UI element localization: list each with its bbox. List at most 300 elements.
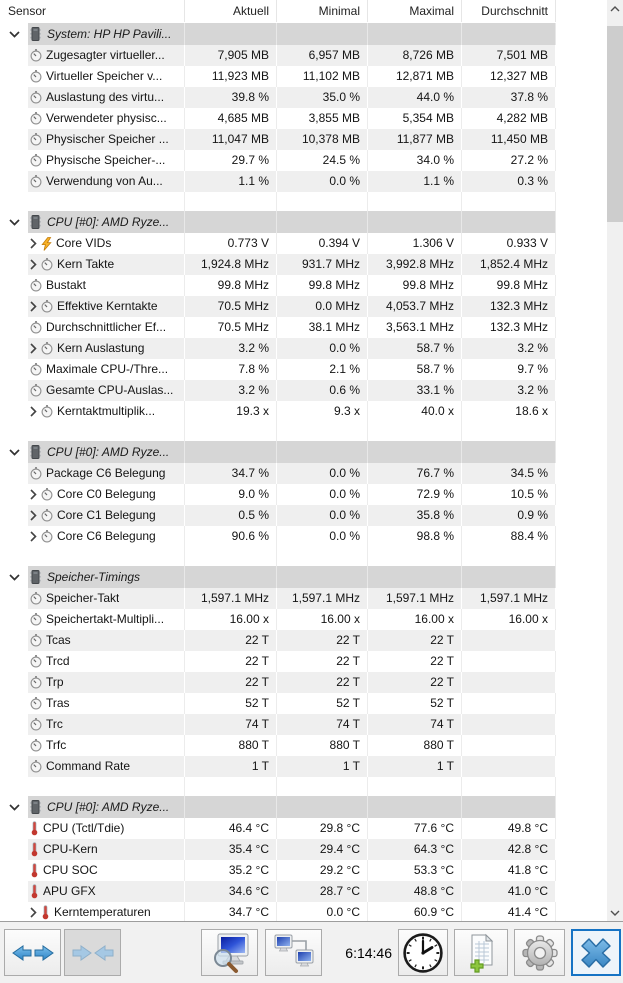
sensor-row[interactable] <box>0 171 556 192</box>
chip-icon <box>29 27 42 41</box>
sensor-label: APU GFX <box>43 884 96 898</box>
value-cell-minimal: 35.0 % <box>277 87 368 108</box>
column-header-sensor[interactable]: Sensor <box>0 0 185 22</box>
value-cell-maximal: 22 T <box>368 672 462 693</box>
sensor-name-cell <box>28 359 185 380</box>
sensor-row[interactable] <box>0 693 556 714</box>
value-cell-maximal: 77.6 °C <box>368 818 462 839</box>
sensor-label: Speicher-Takt <box>46 591 120 605</box>
value-cell-maximal: 1 T <box>368 756 462 777</box>
value-cell-maximal: 1.306 V <box>368 233 462 254</box>
value-cell-durchschnitt: 0.9 % <box>462 505 556 526</box>
sensor-name-cell <box>28 150 185 171</box>
sensor-name-cell <box>28 233 185 254</box>
value-cell-maximal: 35.8 % <box>368 505 462 526</box>
sensor-label: CPU-Kern <box>43 842 98 856</box>
sensor-name-cell <box>28 66 185 87</box>
value-cell-minimal: 29.4 °C <box>277 839 368 860</box>
value-cell-maximal: 60.9 °C <box>368 902 462 922</box>
sensor-label: Auslastung des virtu... <box>46 90 165 104</box>
sensor-group-row[interactable] <box>0 211 556 233</box>
value-cell-minimal: 6,957 MB <box>277 45 368 66</box>
chip-icon <box>29 570 42 584</box>
sensor-row[interactable] <box>0 756 556 777</box>
sensor-label: Verwendung von Au... <box>46 174 163 188</box>
chevron-right-icon[interactable] <box>30 343 37 354</box>
clock-button[interactable] <box>398 929 448 976</box>
vertical-scrollbar[interactable] <box>607 0 623 921</box>
group-cell <box>462 566 556 588</box>
scrollbar-thumb[interactable] <box>607 26 623 222</box>
sensor-label: Bustakt <box>46 278 87 292</box>
sensor-row[interactable] <box>0 588 556 609</box>
sensor-group-row[interactable] <box>0 796 556 818</box>
group-cell <box>185 23 277 45</box>
group-title: CPU [#0]: AMD Ryze... <box>47 800 170 814</box>
sensor-label: Tras <box>46 696 70 710</box>
sensor-name-cell <box>28 171 185 192</box>
section-gap <box>0 547 556 566</box>
chevron-right-icon[interactable] <box>30 406 37 417</box>
value-cell-maximal: 3,992.8 MHz <box>368 254 462 275</box>
system-summary-button[interactable] <box>201 929 258 976</box>
value-cell-maximal: 33.1 % <box>368 380 462 401</box>
sensor-row[interactable] <box>0 275 556 296</box>
value-cell-aktuell: 22 T <box>185 630 277 651</box>
thermometer-icon <box>30 821 39 836</box>
value-cell-maximal: 53.3 °C <box>368 860 462 881</box>
sensor-row[interactable] <box>0 672 556 693</box>
gauge-icon <box>41 509 53 522</box>
group-cell <box>277 23 368 45</box>
sensor-label: Core C6 Belegung <box>57 529 156 543</box>
value-cell-maximal: 48.8 °C <box>368 881 462 902</box>
value-cell-minimal: 1,597.1 MHz <box>277 588 368 609</box>
value-cell-durchschnitt <box>462 735 556 756</box>
group-cell <box>185 441 277 463</box>
chevron-right-icon[interactable] <box>30 510 37 521</box>
gauge-icon <box>30 718 42 731</box>
sensor-group-row[interactable] <box>0 441 556 463</box>
expand-arrows-icon <box>11 941 55 965</box>
value-cell-aktuell: 46.4 °C <box>185 818 277 839</box>
value-cell-durchschnitt: 18.6 x <box>462 401 556 422</box>
value-cell-maximal: 22 T <box>368 630 462 651</box>
value-cell-minimal: 0.0 % <box>277 171 368 192</box>
value-cell-aktuell: 70.5 MHz <box>185 317 277 338</box>
sensor-name-cell <box>28 630 185 651</box>
sensor-label: Kerntaktmultiplik... <box>57 404 156 418</box>
section-gap <box>0 192 556 211</box>
sensor-name-cell <box>28 317 185 338</box>
chevron-down-icon <box>9 804 20 811</box>
sensor-label: Trfc <box>46 738 67 752</box>
value-cell-durchschnitt: 88.4 % <box>462 526 556 547</box>
sensor-name-cell <box>28 526 185 547</box>
chevron-right-icon[interactable] <box>30 907 37 918</box>
value-cell-maximal: 4,053.7 MHz <box>368 296 462 317</box>
value-cell-minimal: 1 T <box>277 756 368 777</box>
group-cell <box>277 796 368 818</box>
value-cell-minimal: 0.394 V <box>277 233 368 254</box>
value-cell-aktuell: 74 T <box>185 714 277 735</box>
gauge-icon <box>41 300 53 313</box>
gauge-icon <box>30 467 42 480</box>
sensor-name-cell <box>28 129 185 150</box>
value-cell-durchschnitt <box>462 714 556 735</box>
sensor-label: Physischer Speicher ... <box>46 132 169 146</box>
gauge-icon <box>30 321 42 334</box>
sensor-name-cell <box>28 108 185 129</box>
value-cell-aktuell: 19.3 x <box>185 401 277 422</box>
bolt-icon <box>41 237 52 251</box>
sensor-row[interactable] <box>0 338 556 359</box>
sensor-name-cell <box>28 735 185 756</box>
sensor-row[interactable] <box>0 296 556 317</box>
value-cell-durchschnitt: 9.7 % <box>462 359 556 380</box>
value-cell-aktuell: 16.00 x <box>185 609 277 630</box>
gauge-icon <box>30 655 42 668</box>
value-cell-minimal: 28.7 °C <box>277 881 368 902</box>
sensor-row[interactable] <box>0 505 556 526</box>
remote-monitoring-button[interactable] <box>265 929 322 976</box>
sensor-row[interactable] <box>0 818 556 839</box>
value-cell-minimal: 22 T <box>277 672 368 693</box>
sensor-row[interactable] <box>0 254 556 275</box>
value-cell-aktuell: 35.2 °C <box>185 860 277 881</box>
value-cell-maximal: 11,877 MB <box>368 129 462 150</box>
group-cell <box>462 796 556 818</box>
value-cell-maximal: 3,563.1 MHz <box>368 317 462 338</box>
bottom-toolbar <box>0 922 623 983</box>
chevron-right-icon[interactable] <box>30 301 37 312</box>
group-title: System: HP HP Pavili... <box>47 27 172 41</box>
clock-icon <box>402 932 444 974</box>
collapse-arrows-icon <box>71 941 115 965</box>
sensor-label: Kerntemperaturen <box>54 905 151 919</box>
value-cell-durchschnitt <box>462 756 556 777</box>
sensor-name-cell <box>28 860 185 881</box>
sensor-label: Physische Speicher-... <box>46 153 166 167</box>
sensor-name-cell <box>28 756 185 777</box>
sensor-row[interactable] <box>0 484 556 505</box>
value-cell-durchschnitt: 41.4 °C <box>462 902 556 922</box>
sensor-row[interactable] <box>0 359 556 380</box>
gauge-icon <box>41 530 53 543</box>
gauge-icon <box>30 676 42 689</box>
sensor-label: Durchschnittlicher Ef... <box>46 320 167 334</box>
gauge-icon <box>30 154 42 167</box>
gauge-icon <box>30 634 42 647</box>
value-cell-durchschnitt: 7,501 MB <box>462 45 556 66</box>
gauge-icon <box>30 70 42 83</box>
group-cell <box>185 796 277 818</box>
sensor-name-cell <box>28 651 185 672</box>
value-cell-maximal: 52 T <box>368 693 462 714</box>
value-cell-minimal: 0.0 % <box>277 505 368 526</box>
value-cell-minimal: 0.0 % <box>277 526 368 547</box>
value-cell-minimal: 16.00 x <box>277 609 368 630</box>
gauge-icon <box>30 279 42 292</box>
sensor-row[interactable] <box>0 108 556 129</box>
group-cell <box>368 441 462 463</box>
sensor-group-row[interactable] <box>0 23 556 45</box>
value-cell-durchschnitt <box>462 693 556 714</box>
value-cell-durchschnitt: 0.933 V <box>462 233 556 254</box>
value-cell-minimal: 2.1 % <box>277 359 368 380</box>
value-cell-aktuell: 34.7 °C <box>185 902 277 922</box>
value-cell-aktuell: 70.5 MHz <box>185 296 277 317</box>
expand-columns-button[interactable] <box>4 929 61 976</box>
chevron-right-icon[interactable] <box>30 238 37 249</box>
gauge-icon <box>30 363 42 376</box>
sensor-name-cell <box>28 588 185 609</box>
chevron-down-icon <box>9 31 20 38</box>
sensor-name-cell <box>28 401 185 422</box>
value-cell-aktuell: 1.1 % <box>185 171 277 192</box>
value-cell-aktuell: 9.0 % <box>185 484 277 505</box>
group-title: CPU [#0]: AMD Ryze... <box>47 215 170 229</box>
sensor-row[interactable] <box>0 87 556 108</box>
column-header-aktuell[interactable]: Aktuell <box>185 0 277 22</box>
value-cell-minimal: 11,102 MB <box>277 66 368 87</box>
sensor-name-cell <box>28 609 185 630</box>
sensor-row[interactable] <box>0 630 556 651</box>
sensor-label: Tcas <box>46 633 71 647</box>
gauge-icon <box>30 112 42 125</box>
group-cell <box>277 441 368 463</box>
scroll-up-icon[interactable] <box>607 0 623 17</box>
value-cell-aktuell: 1,597.1 MHz <box>185 588 277 609</box>
sensor-name-cell <box>28 380 185 401</box>
value-cell-minimal: 9.3 x <box>277 401 368 422</box>
settings-button[interactable] <box>514 929 565 976</box>
sensor-label: Package C6 Belegung <box>46 466 166 480</box>
group-cell <box>368 796 462 818</box>
chevron-right-icon[interactable] <box>30 259 37 270</box>
gauge-icon <box>30 133 42 146</box>
gauge-icon <box>30 739 42 752</box>
value-cell-minimal: 22 T <box>277 630 368 651</box>
value-cell-durchschnitt: 3.2 % <box>462 380 556 401</box>
chip-icon <box>29 445 42 459</box>
sensor-row[interactable] <box>0 651 556 672</box>
sensor-row[interactable] <box>0 860 556 881</box>
value-cell-durchschnitt: 3.2 % <box>462 338 556 359</box>
sensor-row[interactable] <box>0 129 556 150</box>
value-cell-minimal: 10,378 MB <box>277 129 368 150</box>
value-cell-maximal: 5,354 MB <box>368 108 462 129</box>
sensor-name-cell <box>28 338 185 359</box>
sensor-label: Zugesagter virtueller... <box>46 48 165 62</box>
gauge-icon <box>30 175 42 188</box>
value-cell-minimal: 52 T <box>277 693 368 714</box>
group-cell <box>462 211 556 233</box>
group-cell <box>368 23 462 45</box>
value-cell-maximal: 44.0 % <box>368 87 462 108</box>
value-cell-durchschnitt: 12,327 MB <box>462 66 556 87</box>
sensor-label: CPU SOC <box>43 863 98 877</box>
chevron-right-icon[interactable] <box>30 489 37 500</box>
value-cell-aktuell: 7.8 % <box>185 359 277 380</box>
column-header-maximal[interactable]: Maximal <box>368 0 462 22</box>
value-cell-minimal: 880 T <box>277 735 368 756</box>
value-cell-maximal: 76.7 % <box>368 463 462 484</box>
sensor-label: Core VIDs <box>56 236 112 250</box>
group-cell <box>277 211 368 233</box>
sensor-row[interactable] <box>0 902 556 922</box>
sensor-row[interactable] <box>0 839 556 860</box>
gauge-icon <box>30 697 42 710</box>
sensor-label: Trc <box>46 717 63 731</box>
sensor-row[interactable] <box>0 714 556 735</box>
gauge-icon <box>30 613 42 626</box>
value-cell-durchschnitt: 34.5 % <box>462 463 556 484</box>
group-cell <box>185 566 277 588</box>
column-header-minimal[interactable]: Minimal <box>277 0 368 22</box>
value-cell-aktuell: 0.773 V <box>185 233 277 254</box>
section-gap <box>0 777 556 796</box>
value-cell-minimal: 29.2 °C <box>277 860 368 881</box>
value-cell-minimal: 0.0 % <box>277 484 368 505</box>
value-cell-minimal: 0.0 MHz <box>277 296 368 317</box>
value-cell-minimal: 0.0 % <box>277 338 368 359</box>
network-monitors-icon <box>273 933 315 973</box>
sensor-label: Kern Auslastung <box>57 341 145 355</box>
column-header-durchschnitt[interactable]: Durchschnitt <box>462 0 556 22</box>
group-cell <box>462 441 556 463</box>
sensor-row[interactable] <box>0 150 556 171</box>
sensor-name-cell <box>28 87 185 108</box>
sensor-name-cell <box>28 505 185 526</box>
sensor-row[interactable] <box>0 881 556 902</box>
section-gap <box>0 422 556 441</box>
value-cell-aktuell: 99.8 MHz <box>185 275 277 296</box>
value-cell-maximal: 74 T <box>368 714 462 735</box>
thermometer-icon <box>30 884 39 899</box>
sensor-group-row[interactable] <box>0 566 556 588</box>
value-cell-aktuell: 11,923 MB <box>185 66 277 87</box>
value-cell-durchschnitt: 132.3 MHz <box>462 296 556 317</box>
group-title: CPU [#0]: AMD Ryze... <box>47 445 170 459</box>
value-cell-maximal: 58.7 % <box>368 338 462 359</box>
close-button[interactable] <box>571 929 621 976</box>
sensor-row[interactable] <box>0 609 556 630</box>
value-cell-aktuell: 29.7 % <box>185 150 277 171</box>
value-cell-minimal: 24.5 % <box>277 150 368 171</box>
sensor-label: Maximale CPU-/Thre... <box>46 362 169 376</box>
value-cell-maximal: 880 T <box>368 735 462 756</box>
value-cell-durchschnitt: 132.3 MHz <box>462 317 556 338</box>
value-cell-minimal: 0.6 % <box>277 380 368 401</box>
sensor-name-cell <box>28 714 185 735</box>
sensor-label: CPU (Tctl/Tdie) <box>43 821 125 835</box>
chip-icon <box>29 215 42 229</box>
sensor-row[interactable] <box>0 735 556 756</box>
report-button[interactable] <box>454 929 508 976</box>
sensor-row[interactable] <box>0 526 556 547</box>
value-cell-durchschnitt: 1,852.4 MHz <box>462 254 556 275</box>
gauge-icon <box>41 488 53 501</box>
value-cell-durchschnitt: 42.8 °C <box>462 839 556 860</box>
value-cell-minimal: 931.7 MHz <box>277 254 368 275</box>
value-cell-maximal: 1,597.1 MHz <box>368 588 462 609</box>
group-cell <box>277 566 368 588</box>
chevron-down-icon <box>9 449 20 456</box>
sensor-name-cell <box>28 275 185 296</box>
value-cell-aktuell: 22 T <box>185 651 277 672</box>
scroll-down-icon[interactable] <box>607 904 623 921</box>
value-cell-durchschnitt: 27.2 % <box>462 150 556 171</box>
value-cell-durchschnitt: 37.8 % <box>462 87 556 108</box>
sensor-name-cell <box>28 881 185 902</box>
sensor-name-cell <box>28 818 185 839</box>
value-cell-durchschnitt: 41.8 °C <box>462 860 556 881</box>
value-cell-maximal: 98.8 % <box>368 526 462 547</box>
sensor-label: Verwendeter physisc... <box>46 111 167 125</box>
sensor-row[interactable] <box>0 463 556 484</box>
gauge-icon <box>41 405 53 418</box>
value-cell-maximal: 22 T <box>368 651 462 672</box>
sensor-label: Core C0 Belegung <box>57 487 156 501</box>
value-cell-aktuell: 3.2 % <box>185 338 277 359</box>
value-cell-minimal: 74 T <box>277 714 368 735</box>
value-cell-minimal: 0.0 °C <box>277 902 368 922</box>
value-cell-maximal: 16.00 x <box>368 609 462 630</box>
value-cell-durchschnitt <box>462 630 556 651</box>
chevron-down-icon <box>9 219 20 226</box>
sensor-label: Gesamte CPU-Auslas... <box>46 383 174 397</box>
sensor-name-cell <box>28 839 185 860</box>
value-cell-maximal: 1.1 % <box>368 171 462 192</box>
sensor-name-cell <box>28 463 185 484</box>
value-cell-durchschnitt: 4,282 MB <box>462 108 556 129</box>
chevron-right-icon[interactable] <box>30 531 37 542</box>
value-cell-aktuell: 34.7 % <box>185 463 277 484</box>
report-add-icon <box>461 932 501 974</box>
value-cell-durchschnitt: 11,450 MB <box>462 129 556 150</box>
sensor-row[interactable] <box>0 317 556 338</box>
value-cell-durchschnitt: 0.3 % <box>462 171 556 192</box>
sensor-label: Trcd <box>46 654 70 668</box>
group-cell <box>368 211 462 233</box>
value-cell-aktuell: 39.8 % <box>185 87 277 108</box>
value-cell-minimal: 0.0 % <box>277 463 368 484</box>
gauge-icon <box>30 91 42 104</box>
sensor-row[interactable] <box>0 233 556 254</box>
sensor-row[interactable] <box>0 401 556 422</box>
sensor-name-cell <box>28 902 185 922</box>
value-cell-minimal: 99.8 MHz <box>277 275 368 296</box>
value-cell-minimal: 29.8 °C <box>277 818 368 839</box>
sensor-row[interactable] <box>0 380 556 401</box>
value-cell-durchschnitt <box>462 651 556 672</box>
value-cell-aktuell: 3.2 % <box>185 380 277 401</box>
value-cell-maximal: 72.9 % <box>368 484 462 505</box>
sensor-row[interactable] <box>0 66 556 87</box>
sensor-name-cell <box>28 672 185 693</box>
value-cell-durchschnitt: 49.8 °C <box>462 818 556 839</box>
sensor-label: Speichertakt-Multipli... <box>46 612 165 626</box>
value-cell-aktuell: 1,924.8 MHz <box>185 254 277 275</box>
thermometer-icon <box>30 863 39 878</box>
sensor-name-cell <box>28 693 185 714</box>
value-cell-aktuell: 0.5 % <box>185 505 277 526</box>
sensor-row[interactable] <box>0 45 556 66</box>
value-cell-maximal: 40.0 x <box>368 401 462 422</box>
value-cell-maximal: 12,871 MB <box>368 66 462 87</box>
value-cell-aktuell: 52 T <box>185 693 277 714</box>
